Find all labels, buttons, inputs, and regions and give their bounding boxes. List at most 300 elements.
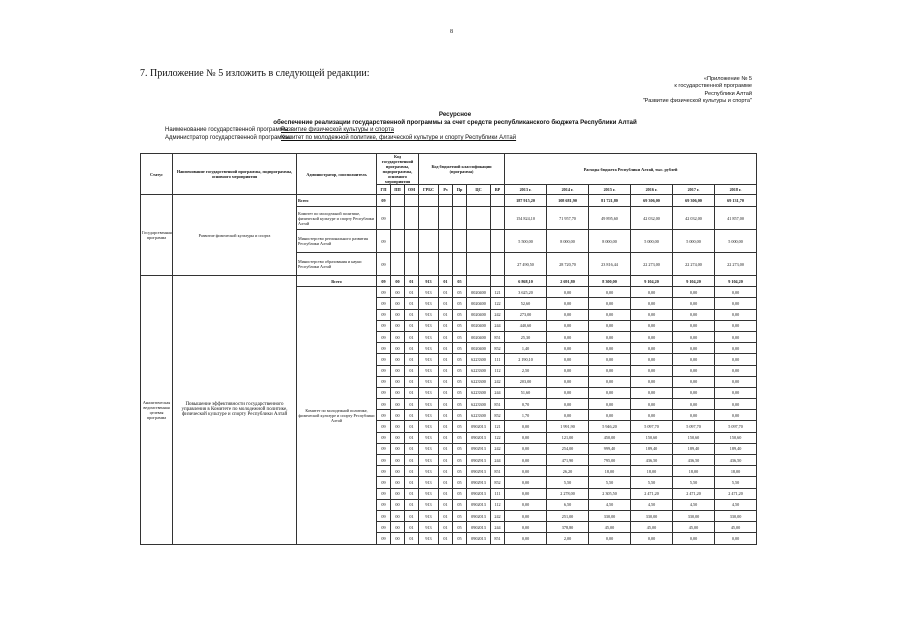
table-cell: 254,00	[547, 443, 589, 454]
table-cell: 122	[491, 432, 505, 443]
table-cell	[453, 230, 467, 253]
appendix-line-4: "Развитие физической культуры и спорта"	[642, 97, 752, 104]
table-cell: 5 000,00	[715, 230, 757, 253]
table-cell: 244	[491, 387, 505, 398]
table-cell: 0,00	[715, 331, 757, 342]
table-cell: 0902913	[467, 443, 491, 454]
table-cell	[419, 253, 439, 276]
table-cell: 5,50	[673, 477, 715, 488]
table-cell: 00	[391, 443, 405, 454]
table-cell: 00	[391, 376, 405, 387]
table-cell: 28 720,70	[547, 253, 589, 276]
table-cell: 45,00	[589, 522, 631, 533]
table-cell: 0902013	[467, 421, 491, 432]
table-cell	[391, 207, 405, 230]
table-cell: 0,00	[673, 387, 715, 398]
table-cell: 9 104,20	[715, 276, 757, 287]
table-cell: 242	[491, 376, 505, 387]
table-cell: 0,00	[505, 522, 547, 533]
table-cell: 05	[453, 499, 467, 510]
table-cell: 26,20	[547, 466, 589, 477]
table-cell: 121	[491, 421, 505, 432]
administrator-value: Комитет по молодежной политике, физической культуре и спорту Республики Алтай	[281, 135, 517, 141]
table-cell: 01	[439, 387, 453, 398]
table-cell: 6223300	[467, 387, 491, 398]
table-cell: 01	[439, 354, 453, 365]
table-cell: 05	[453, 399, 467, 410]
table-cell: 0,00	[673, 298, 715, 309]
table-cell: 8 000,00	[547, 230, 589, 253]
table-cell: 436,50	[673, 455, 715, 466]
table-cell: 05	[453, 309, 467, 320]
table-cell: 01	[405, 455, 419, 466]
table-cell: 0,00	[715, 533, 757, 544]
table-cell: 0,00	[589, 331, 631, 342]
table-cell	[439, 195, 453, 207]
table-cell: 0902013	[467, 533, 491, 544]
table-cell: 09	[377, 320, 391, 331]
appendix-line-3: Республики Алтай	[704, 90, 752, 97]
table-cell	[491, 276, 505, 287]
table-cell: 0,00	[673, 287, 715, 298]
table-cell: 0,00	[547, 410, 589, 421]
table-cell: 09	[377, 343, 391, 354]
table-cell: 0,00	[547, 343, 589, 354]
header-code-group: Код государственной программы, подпрограммы, основного мероприятия	[377, 154, 419, 185]
subheader-cell: 2013 г.	[505, 185, 547, 195]
table-cell: 45,00	[673, 522, 715, 533]
table-cell: 2,00	[547, 533, 589, 544]
table-cell: 45,00	[715, 522, 757, 533]
table-cell: 00	[391, 276, 405, 287]
table-cell	[391, 230, 405, 253]
table-cell: 0,00	[631, 331, 673, 342]
table-cell: 25,30	[505, 331, 547, 342]
table-cell: 05	[453, 298, 467, 309]
table-cell: 0,00	[715, 410, 757, 421]
table-cell: 01	[405, 499, 419, 510]
table-cell: 0020400	[467, 309, 491, 320]
table-cell: 852	[491, 343, 505, 354]
table-cell: 0,00	[631, 298, 673, 309]
table-cell: 0020400	[467, 331, 491, 342]
table-cell: 00	[391, 309, 405, 320]
table-cell: 01	[439, 331, 453, 342]
table-cell: 0020400	[467, 343, 491, 354]
table-cell	[419, 207, 439, 230]
table-cell: 0,00	[715, 376, 757, 387]
table-cell	[439, 253, 453, 276]
table-cell	[419, 230, 439, 253]
table-cell: 242	[491, 510, 505, 521]
table-header-row	[141, 154, 757, 185]
table-cell: 01	[439, 432, 453, 443]
table-cell: 01	[405, 522, 419, 533]
table-cell: 112	[491, 365, 505, 376]
table-cell: 00	[391, 298, 405, 309]
table-cell: 01	[439, 421, 453, 432]
table-cell: 189,40	[673, 443, 715, 454]
table-cell: 913	[419, 421, 439, 432]
table-cell: 4,50	[715, 499, 757, 510]
table-cell: 01	[405, 399, 419, 410]
table-cell: 122	[491, 298, 505, 309]
table-cell: 09	[377, 387, 391, 398]
table-cell: 42 032,00	[631, 207, 673, 230]
table-cell: 1,70	[505, 410, 547, 421]
table-cell: 01	[405, 298, 419, 309]
table-cell: 05	[453, 477, 467, 488]
table-cell: 4,50	[589, 499, 631, 510]
table-cell: 01	[405, 533, 419, 544]
table-cell: Министерство образования и науки Республики Алтай	[297, 253, 377, 276]
table-cell: 6223300	[467, 376, 491, 387]
table-cell: 121,00	[547, 432, 589, 443]
table-cell: 09	[377, 466, 391, 477]
table-cell: 01	[405, 354, 419, 365]
table-cell: 0,00	[673, 343, 715, 354]
table-cell: 09	[377, 522, 391, 533]
table-cell: 999,40	[589, 443, 631, 454]
table-cell: 00	[391, 510, 405, 521]
table-cell	[391, 253, 405, 276]
subheader-cell: ВР	[491, 185, 505, 195]
appendix-line-1: «Приложение № 5	[703, 76, 752, 82]
table-cell: 09	[377, 510, 391, 521]
subheader-cell: ЦС	[467, 185, 491, 195]
table-cell: 00	[391, 320, 405, 331]
table-cell: 471,90	[547, 455, 589, 466]
table-cell	[491, 195, 505, 207]
table-cell: 0902913	[467, 466, 491, 477]
table-cell: 0,00	[589, 410, 631, 421]
administrator-line	[165, 135, 517, 141]
table-cell: 09	[377, 309, 391, 320]
table-cell: 0,00	[547, 399, 589, 410]
table-cell: 913	[419, 365, 439, 376]
table-cell: 22 273,00	[715, 253, 757, 276]
table-cell: 01	[405, 365, 419, 376]
table-cell: Министерство регионального развития Республики Алтай	[297, 230, 377, 253]
table-cell: 244	[491, 455, 505, 466]
table-cell: 0,00	[715, 365, 757, 376]
program-status-cell: Государственная программа	[141, 195, 173, 276]
table-cell: 108 681,90	[547, 195, 589, 207]
table-cell: 09	[377, 298, 391, 309]
table-cell	[453, 195, 467, 207]
table-cell: 27 490,50	[505, 253, 547, 276]
table-cell: 0,00	[715, 354, 757, 365]
table-cell: 436,50	[631, 455, 673, 466]
table-cell: 0,00	[673, 354, 715, 365]
table-cell: 6223300	[467, 410, 491, 421]
table-cell: 01	[439, 455, 453, 466]
table-cell: 913	[419, 343, 439, 354]
table-cell	[491, 230, 505, 253]
table-cell: 2 471,20	[673, 488, 715, 499]
table-cell: 273,00	[505, 309, 547, 320]
table-cell: 440,60	[505, 320, 547, 331]
table-cell: 913	[419, 376, 439, 387]
appendix-line-2: к государственной программе	[674, 83, 752, 90]
table-cell: 05	[453, 466, 467, 477]
table-cell: 05	[453, 455, 467, 466]
table-cell: 45,00	[631, 522, 673, 533]
resource-table	[140, 153, 757, 545]
table-cell: 913	[419, 320, 439, 331]
table-cell: 1 991,90	[547, 421, 589, 432]
appendix-header	[540, 76, 752, 105]
table-cell: 01	[439, 499, 453, 510]
table-cell: 2 278,00	[547, 488, 589, 499]
table-cell: 0,00	[673, 399, 715, 410]
table-cell: 0,00	[589, 298, 631, 309]
table-cell: 330,00	[715, 510, 757, 521]
subheader-cell: 2018 г.	[715, 185, 757, 195]
table-cell: 2 471,20	[715, 488, 757, 499]
table-cell: 121	[491, 287, 505, 298]
table-cell: 09	[377, 533, 391, 544]
table-cell: 09	[377, 207, 391, 230]
table-cell: 09	[377, 276, 391, 287]
table-cell: 913	[419, 522, 439, 533]
table-cell	[405, 230, 419, 253]
table-cell: 0,00	[589, 309, 631, 320]
table-cell: 0,00	[631, 533, 673, 544]
table-cell: 0,00	[589, 320, 631, 331]
table-cell: 05	[453, 443, 467, 454]
subheader-cell: ГП	[377, 185, 391, 195]
table-cell	[405, 253, 419, 276]
table-cell: 09	[377, 488, 391, 499]
table-cell: 05	[453, 533, 467, 544]
table-cell: 05	[453, 320, 467, 331]
table-cell: 09	[377, 365, 391, 376]
table-cell: 3 625,20	[505, 287, 547, 298]
table-cell: 189,40	[715, 443, 757, 454]
table-cell: 0,00	[589, 376, 631, 387]
table-cell: 0,00	[505, 432, 547, 443]
table-cell: 0,00	[631, 343, 673, 354]
table-cell: 01	[405, 331, 419, 342]
table-cell: 154 824,10	[505, 207, 547, 230]
table-cell: 01	[439, 320, 453, 331]
subheader-cell: Пр	[453, 185, 467, 195]
table-cell: 18,00	[715, 466, 757, 477]
table-cell: 913	[419, 533, 439, 544]
table-cell: 0,00	[631, 399, 673, 410]
table-cell: 6 868,10	[505, 276, 547, 287]
table-cell: 52,60	[505, 298, 547, 309]
table-cell: 05	[453, 522, 467, 533]
table-cell: 0,00	[505, 477, 547, 488]
table-cell: 05	[453, 432, 467, 443]
table-cell: 23 816,44	[589, 253, 631, 276]
table-cell: 0,00	[673, 331, 715, 342]
table-cell: 5 097,70	[673, 421, 715, 432]
table-cell: 0,00	[505, 533, 547, 544]
table-cell: 0,00	[589, 354, 631, 365]
header-expense-group: Расходы бюджета Республики Алтай, тыс. рублей	[505, 154, 757, 185]
table-cell: 913	[419, 331, 439, 342]
table-cell: 05	[453, 365, 467, 376]
table-cell	[391, 195, 405, 207]
table-cell: 0,00	[715, 320, 757, 331]
table-cell	[405, 195, 419, 207]
table-cell	[467, 207, 491, 230]
table-cell: 00	[391, 410, 405, 421]
table-cell: 852	[491, 477, 505, 488]
table-cell: 00	[391, 387, 405, 398]
table-cell: 330,00	[631, 510, 673, 521]
table-cell: 913	[419, 354, 439, 365]
table-cell: 01	[405, 432, 419, 443]
table-cell: 18,00	[589, 466, 631, 477]
table-cell: 09	[377, 230, 391, 253]
table-cell: 01	[439, 376, 453, 387]
table-cell: 330,00	[589, 510, 631, 521]
table-cell: 111	[491, 488, 505, 499]
table-cell: 0,00	[547, 387, 589, 398]
subheader-cell: ГРБС	[419, 185, 439, 195]
table-cell: 244	[491, 522, 505, 533]
table-cell: 913	[419, 443, 439, 454]
table-cell: 0020400	[467, 298, 491, 309]
table-cell: 41 857,00	[715, 207, 757, 230]
table-cell	[491, 253, 505, 276]
table-cell: 01	[405, 477, 419, 488]
table-cell: 242	[491, 309, 505, 320]
table-cell: 0902013	[467, 499, 491, 510]
table-cell: 0,00	[631, 320, 673, 331]
table-cell: 150,60	[631, 432, 673, 443]
table-cell: 242	[491, 443, 505, 454]
table-cell: 0,00	[547, 309, 589, 320]
table-cell: 913	[419, 510, 439, 521]
table-cell: 913	[419, 287, 439, 298]
table-cell: 01	[405, 287, 419, 298]
table-cell: 01	[405, 376, 419, 387]
table-cell: 0020400	[467, 320, 491, 331]
table-cell: 0,00	[673, 309, 715, 320]
table-cell: 01	[405, 421, 419, 432]
header-name: Наименование государственной программы, подпрограммы, основного мероприятия	[173, 154, 297, 195]
table-cell: 5,50	[547, 477, 589, 488]
table-cell	[491, 207, 505, 230]
table-cell: 00	[391, 522, 405, 533]
header-status: Статус	[141, 154, 173, 195]
table-cell: 378,80	[547, 522, 589, 533]
table-cell: 01	[439, 276, 453, 287]
table-cell: 0,00	[547, 331, 589, 342]
table-cell: 0,00	[715, 309, 757, 320]
table-cell: Всего	[297, 276, 377, 287]
table-row	[141, 276, 757, 287]
table-cell	[467, 195, 491, 207]
table-cell: 251,00	[547, 510, 589, 521]
table-cell: 0,00	[505, 421, 547, 432]
table-cell: 00	[391, 499, 405, 510]
table-cell: 01	[439, 466, 453, 477]
table-cell: 0,00	[715, 298, 757, 309]
table-cell: 05	[453, 410, 467, 421]
table-cell: 5 000,00	[673, 230, 715, 253]
table-cell: 0,00	[505, 499, 547, 510]
header-admin: Администратор, соисполнитель	[297, 154, 377, 195]
table-cell: 913	[419, 410, 439, 421]
table-cell: 0902013	[467, 488, 491, 499]
table-cell: 795,00	[589, 455, 631, 466]
table-cell: 05	[453, 387, 467, 398]
table-cell: 09	[377, 376, 391, 387]
table-cell	[419, 195, 439, 207]
table-cell: 51,60	[505, 387, 547, 398]
table-cell: 5 097,70	[715, 421, 757, 432]
table-cell: 0,00	[505, 510, 547, 521]
table-cell: 0902913	[467, 455, 491, 466]
table-cell: 09	[377, 253, 391, 276]
table-cell: 851	[491, 399, 505, 410]
table-cell: 00	[391, 477, 405, 488]
table-cell: 0,00	[505, 488, 547, 499]
table-cell: 01	[405, 343, 419, 354]
section-heading: 7. Приложение № 5 изложить в следующей редакции:	[140, 68, 370, 79]
table-cell	[453, 253, 467, 276]
table-cell: 913	[419, 455, 439, 466]
table-cell: 9 104,20	[673, 276, 715, 287]
table-cell: 913	[419, 276, 439, 287]
program-name-line	[165, 127, 394, 133]
table-cell: 05	[453, 343, 467, 354]
table-cell: 189,40	[631, 443, 673, 454]
table-cell: 450,00	[589, 432, 631, 443]
table-row	[141, 195, 757, 207]
table-cell: 0,00	[547, 287, 589, 298]
table-cell: 0,00	[631, 354, 673, 365]
table-cell: 09	[377, 499, 391, 510]
analytic-name-cell: Повышение эффективности государственного управления в Комитете по молодежной политике, физической культуре и спорту Республики Алтай	[173, 276, 297, 545]
table-cell: 0,00	[631, 376, 673, 387]
table-cell	[439, 230, 453, 253]
table-cell: 6223300	[467, 399, 491, 410]
table-cell: 05	[453, 376, 467, 387]
table-cell: 913	[419, 309, 439, 320]
table-cell: 5,50	[715, 477, 757, 488]
table-cell: 01	[439, 533, 453, 544]
table-cell: 0,00	[505, 443, 547, 454]
table-cell: 05	[453, 488, 467, 499]
table-cell: 05	[453, 287, 467, 298]
table-cell: 42 032,00	[673, 207, 715, 230]
table-cell: 01	[439, 410, 453, 421]
table-cell: 09	[377, 410, 391, 421]
subheader-cell: 2016 г.	[631, 185, 673, 195]
table-cell: 22 274,00	[673, 253, 715, 276]
administrator-label: Администратор государственной программы:	[165, 135, 292, 141]
table-cell: 5,50	[589, 477, 631, 488]
table-cell: 01	[439, 343, 453, 354]
table-cell: 01	[405, 466, 419, 477]
table-cell: 01	[439, 443, 453, 454]
table-cell: 09	[377, 477, 391, 488]
table-cell: 5,50	[631, 477, 673, 488]
table-cell: 913	[419, 477, 439, 488]
table-cell: 0,00	[589, 287, 631, 298]
table-cell: 00	[391, 421, 405, 432]
table-cell: 150,60	[673, 432, 715, 443]
table-cell: 01	[439, 399, 453, 410]
table-cell: 01	[405, 276, 419, 287]
